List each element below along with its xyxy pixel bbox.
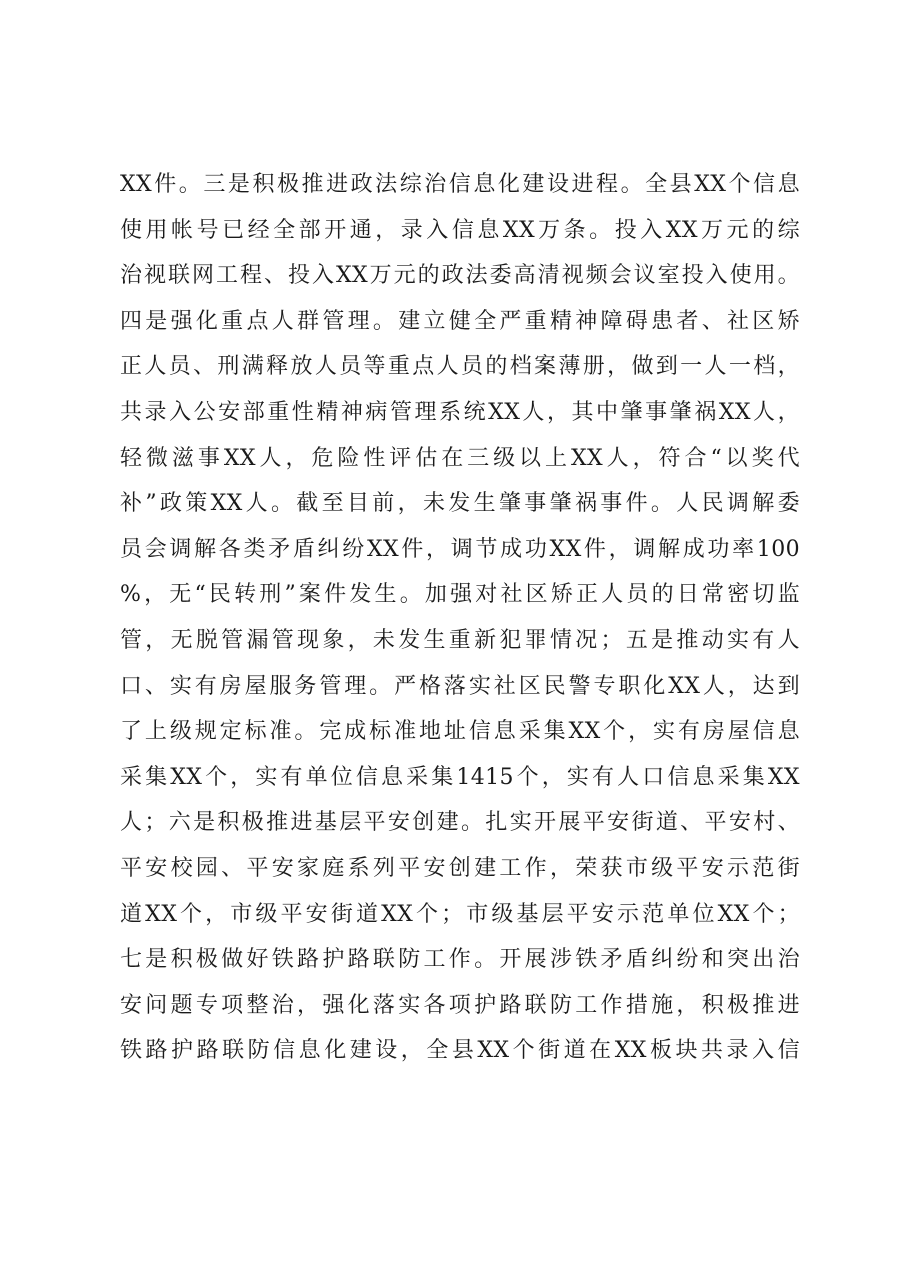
text-line: 七是积极做好铁路护路联防工作。开展涉铁矛盾纠纷和突出治 [120,947,800,973]
text-line: 轻微滋事XX人，危险性评估在三级以上XX人，符合“以奖代 [120,445,800,471]
text-line: 平安校园、平安家庭系列平安创建工作，荣获市级平安示范街 [120,855,800,881]
text-line: 四是强化重点人群管理。建立健全严重精神障碍患者、社区矫 [120,308,800,334]
text-line: 了上级规定标准。完成标准地址信息采集XX个，实有房屋信息 [120,719,800,745]
text-line: 安问题专项整治，强化落实各项护路联防工作措施，积极推进 [120,992,800,1018]
text-line: 口、实有房屋服务管理。严格落实社区民警专职化XX人，达到 [120,673,800,699]
text-line: 治视联网工程、投入XX万元的政法委高清视频会议室投入使用。 [120,263,800,289]
text-line: 采集XX个，实有单位信息采集1415个，实有人口信息采集XX [120,764,800,790]
text-line: 使用帐号已经全部开通，录入信息XX万条。投入XX万元的综 [120,217,800,243]
text-line: 补”政策XX人。截至目前，未发生肇事肇祸事件。人民调解委 [120,491,800,517]
text-line: 管，无脱管漏管现象，未发生重新犯罪情况；五是推动实有人 [120,627,800,653]
text-line: 人；六是积极推进基层平安创建。扎实开展平安街道、平安村、 [120,810,800,836]
text-line: 员会调解各类矛盾纠纷XX件，调节成功XX件，调解成功率100 [120,536,800,562]
text-line: 正人员、刑满释放人员等重点人员的档案薄册，做到一人一档， [120,354,800,380]
text-line: XX件。三是积极推进政法综治信息化建设进程。全县XX个信息 [120,172,800,197]
text-line: %，无“民转刑”案件发生。加强对社区矫正人员的日常密切监 [120,582,800,608]
text-line: 道XX个，市级平安街道XX个；市级基层平安示范单位XX个； [120,901,800,927]
body-paragraph [120,162,800,1074]
text-line: 共录入公安部重性精神病管理系统XX人，其中肇事肇祸XX人， [120,399,800,425]
text-line: 铁路护路联防信息化建设，全县XX个街道在XX板块共录入信 [120,1038,800,1064]
